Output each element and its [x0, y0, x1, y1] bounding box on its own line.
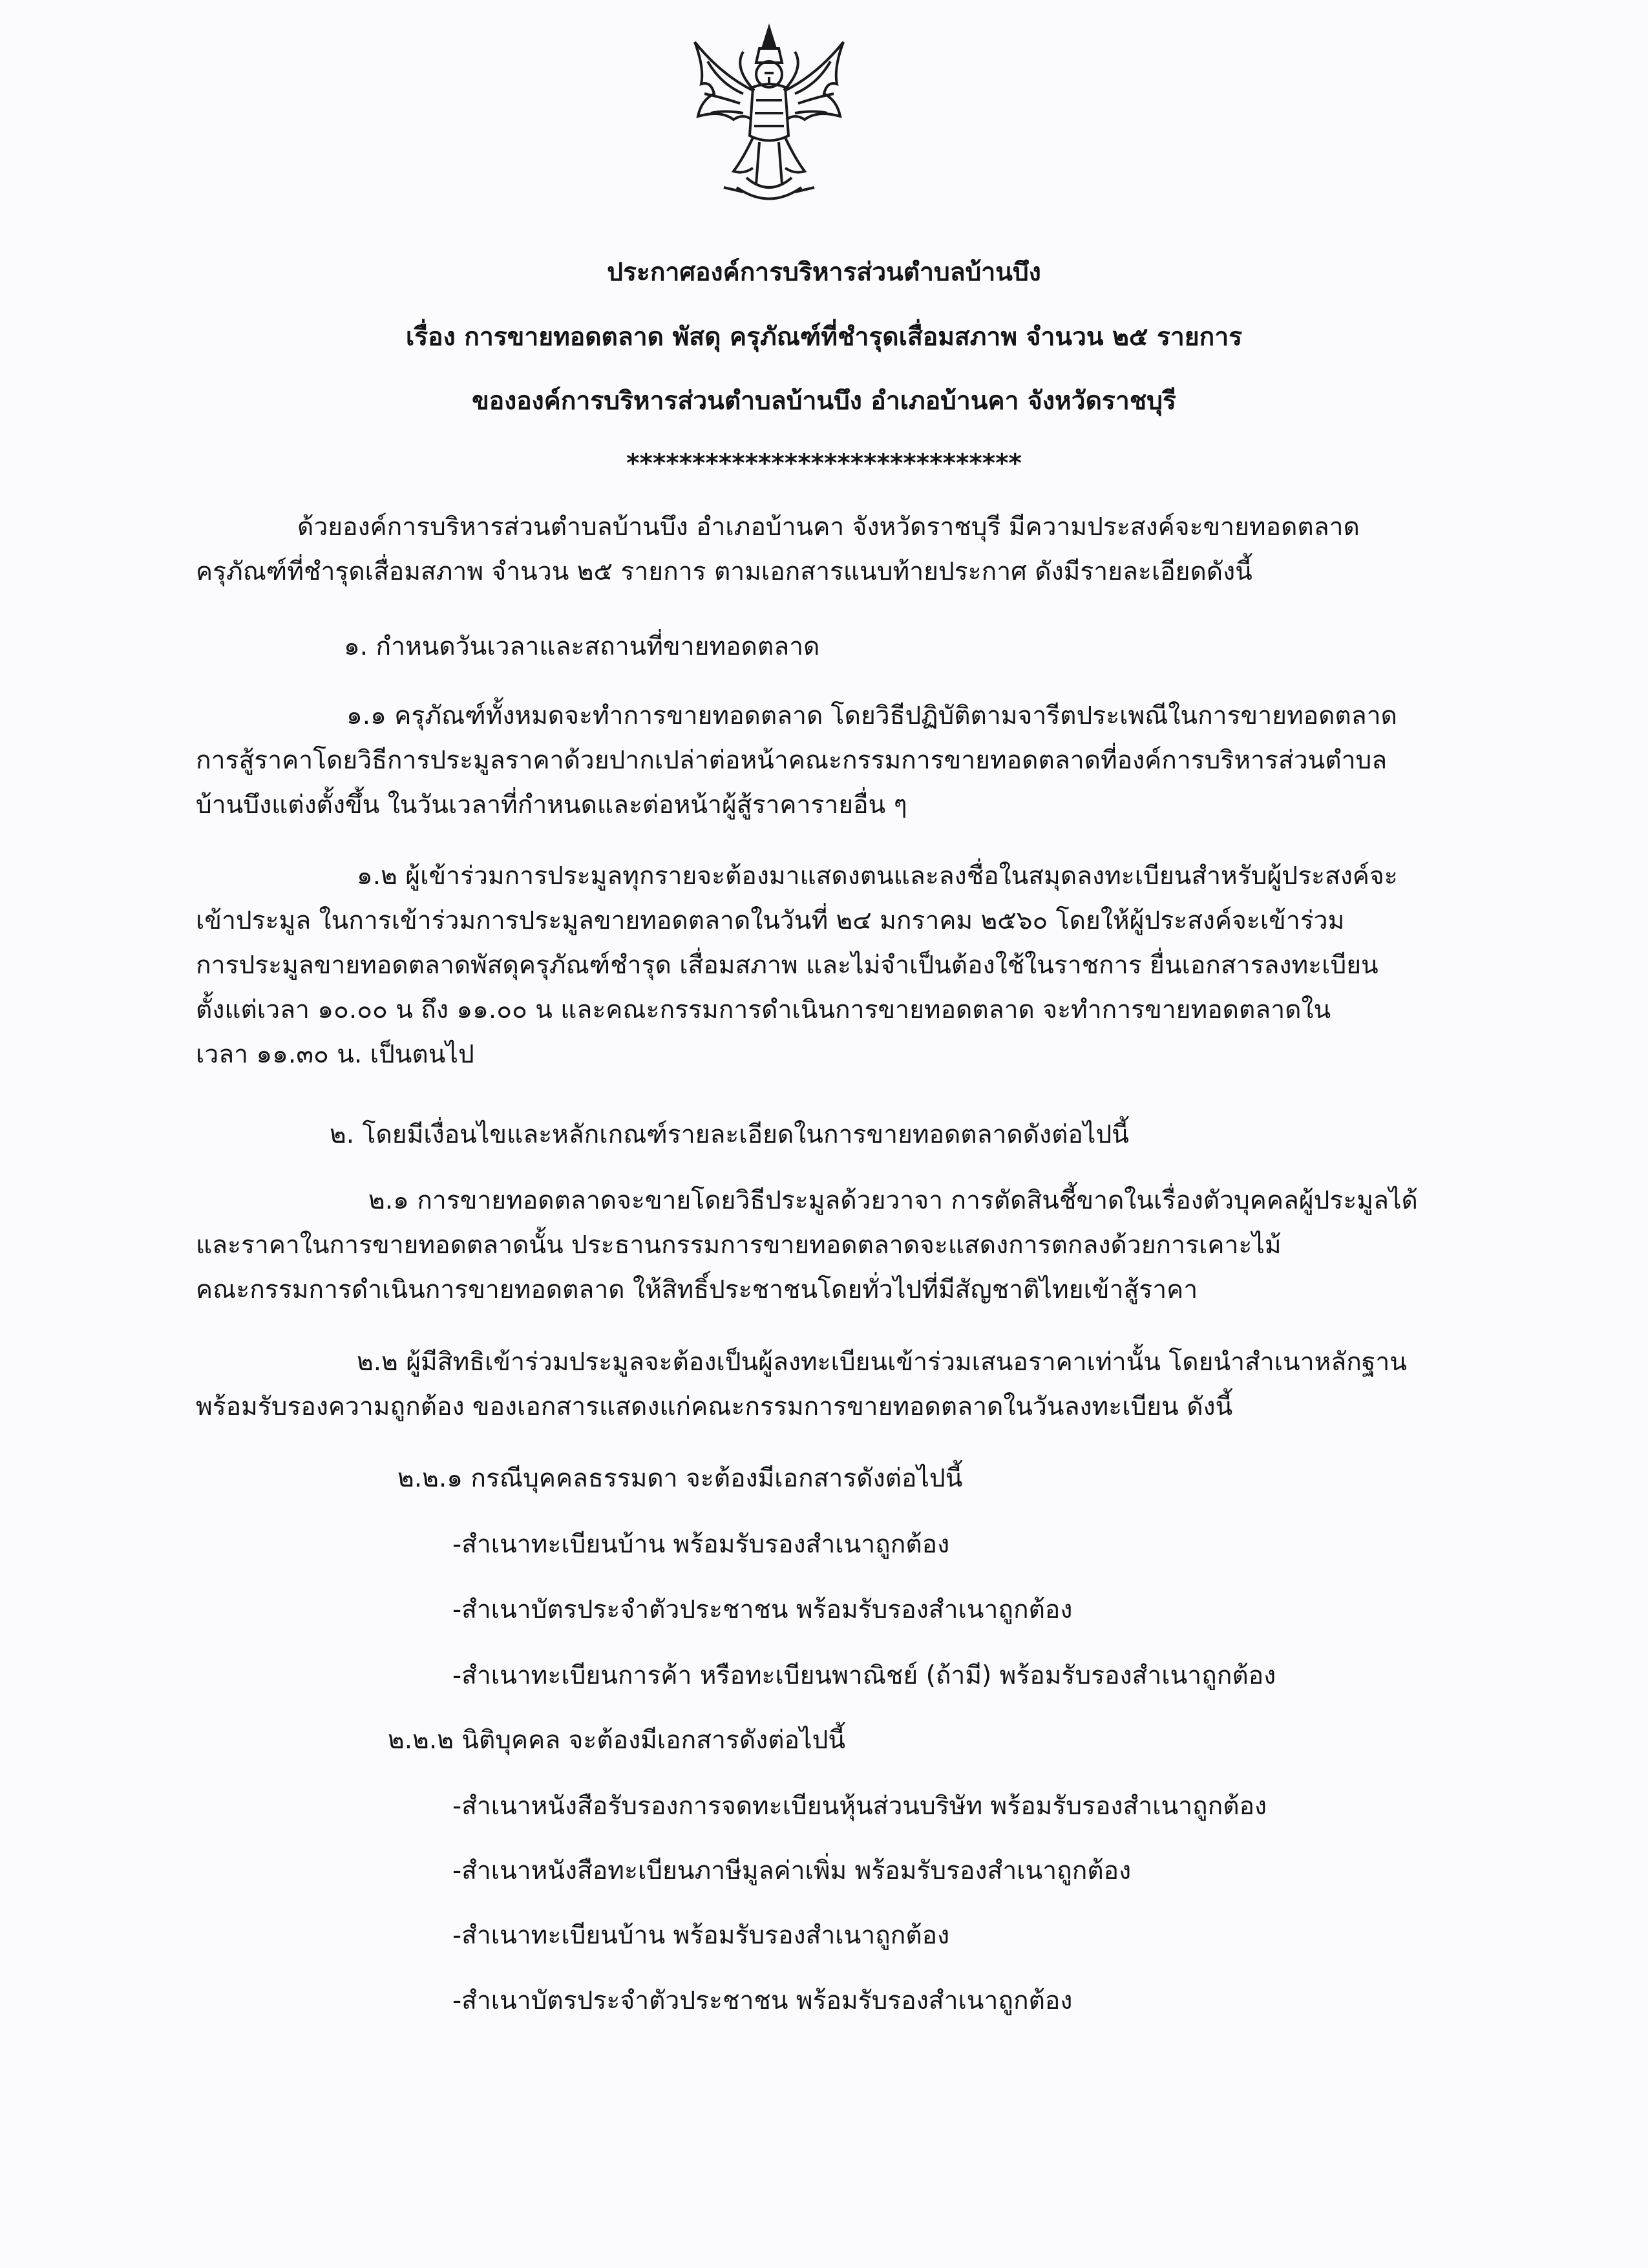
garuda-emblem-icon [682, 23, 856, 210]
list-item: -สำเนาทะเบียนบ้าน พร้อมรับรองสำเนาถูกต้อง [452, 1530, 950, 1559]
section-2-2-2-heading: ๒.๒.๒ นิติบุคคล จะต้องมีเอกสารดังต่อไปนี้ [388, 1726, 845, 1755]
section-1-1-line-2: การสู้ราคาโดยวิธีการประมูลราคาด้วยปากเปล่าต่อหน้าคณะกรรมการขายทอดตลาดที่องค์การบริหารส่วนตำบล [196, 746, 1388, 775]
list-item: -สำเนาทะเบียนบ้าน พร้อมรับรองสำเนาถูกต้อง [452, 1921, 950, 1950]
list-item: -สำเนาบัตรประจำตัวประชาชน พร้อมรับรองสำเนาถูกต้อง [452, 1595, 1073, 1624]
intro-line-1: ด้วยองค์การบริหารส่วนตำบลบ้านบึง อำเภอบ้านคา จังหวัดราชบุรี มีความประสงค์จะขายทอดตลาด [297, 513, 1360, 542]
list-item: -สำเนาหนังสือรับรองการจดทะเบียนหุ้นส่วนบริษัท พร้อมรับรองสำเนาถูกต้อง [452, 1792, 1267, 1821]
section-2-2-1-heading: ๒.๒.๑ กรณีบุคคลธรรมดา จะต้องมีเอกสารดังต่อไปนี้ [397, 1464, 963, 1493]
section-2-2-line-2: พร้อมรับรองความถูกต้อง ของเอกสารแสดงแก่คณะกรรมการขายทอดตลาดในวันลงทะเบียน ดังนี้ [196, 1392, 1233, 1421]
section-1-2-line-3: การประมูลขายทอดตลาดพัสดุครุภัณฑ์ชำรุด เสื่อมสภาพ และไม่จำเป็นต้องใช้ในราชการ ยื่นเอกสารลงทะเบียน [196, 951, 1379, 980]
section-1-1-line-1: ๑.๑ ครุภัณฑ์ทั้งหมดจะทำการขายทอดตลาด โดยวิธีปฏิบัติตามจารีตประเพณีในการขายทอดตลาด [346, 701, 1397, 730]
section-2-heading: ๒. โดยมีเงื่อนไขและหลักเกณฑ์รายละเอียดในการขายทอดตลาดดังต่อไปนี้ [330, 1120, 1129, 1149]
section-2-1-line-2: และราคาในการขายทอดตลาดนั้น ประธานกรรมการขายทอดตลาดจะแสดงการตกลงด้วยการเคาะไม้ [196, 1231, 1282, 1260]
section-1-2-line-1: ๑.๒ ผู้เข้าร่วมการประมูลทุกรายจะต้องมาแสดงตนและลงชื่อในสมุดลงทะเบียนสำหรับผู้ประสงค์จะ [357, 862, 1398, 891]
section-1-2-line-5: เวลา ๑๑.๓๐ น. เป็นตนไป [196, 1040, 474, 1069]
section-2-1-line-1: ๒.๑ การขายทอดตลาดจะขายโดยวิธีประมูลด้วยวาจา การตัดสินชี้ขาดในเรื่องตัวบุคคลผู้ประมูลได้ [368, 1186, 1418, 1215]
announcement-subject-line2: ขององค์การบริหารส่วนตำบลบ้านบึง อำเภอบ้านคา จังหวัดราชบุรี [472, 387, 1176, 416]
section-1-heading: ๑. กำหนดวันเวลาและสถานที่ขายทอดตลาด [344, 632, 820, 661]
list-item: -สำเนาบัตรประจำตัวประชาชน พร้อมรับรองสำเนาถูกต้อง [452, 1986, 1073, 2015]
section-1-1-line-3: บ้านบึงแต่งตั้งขึ้น ในวันเวลาที่กำหนดและต่อหน้าผู้สู้ราคารายอื่น ๆ [196, 790, 907, 820]
section-1-2-line-4: ตั้งแต่เวลา ๑๐.๐๐ น ถึง ๑๑.๐๐ น และคณะกรรมการดำเนินการขายทอดตลาด จะทำการขายทอดตลาดใน [196, 995, 1331, 1024]
section-2-2-line-1: ๒.๒ ผู้มีสิทธิเข้าร่วมประมูลจะต้องเป็นผู้ลงทะเบียนเข้าร่วมเสนอราคาเท่านั้น โดยนำสำเนาหลักฐาน [357, 1348, 1407, 1377]
section-1-2-line-2: เข้าประมูล ในการเข้าร่วมการประมูลขายทอดตลาดในวันที่ ๒๔ มกราคม ๒๕๖๐ โดยให้ผู้ประสงค์จะเข้าร่วม [196, 906, 1345, 935]
section-2-1-line-3: คณะกรรมการดำเนินการขายทอดตลาด ให้สิทธิ์ประชาชนโดยทั่วไปที่มีสัญชาติไทยเข้าสู้ราคา [196, 1275, 1198, 1304]
separator-asterisks: ****************************** [626, 449, 1022, 478]
announcement-subject: เรื่อง การขายทอดตลาด พัสดุ ครุภัณฑ์ที่ชำรุดเสื่อมสภาพ จำนวน ๒๕ รายการ [405, 323, 1243, 352]
announcement-title: ประกาศองค์การบริหารส่วนตำบลบ้านบึง [607, 258, 1041, 287]
intro-line-2: ครุภัณฑ์ที่ชำรุดเสื่อมสภาพ จำนวน ๒๕ รายการ ตามเอกสารแนบท้ายประกาศ ดังมีรายละเอียดดังนี้ [196, 557, 1252, 586]
list-item: -สำเนาหนังสือทะเบียนภาษีมูลค่าเพิ่ม พร้อมรับรองสำเนาถูกต้อง [452, 1856, 1132, 1885]
list-item: -สำเนาทะเบียนการค้า หรือทะเบียนพาณิชย์ (ถ้ามี) พร้อมรับรองสำเนาถูกต้อง [452, 1661, 1276, 1690]
